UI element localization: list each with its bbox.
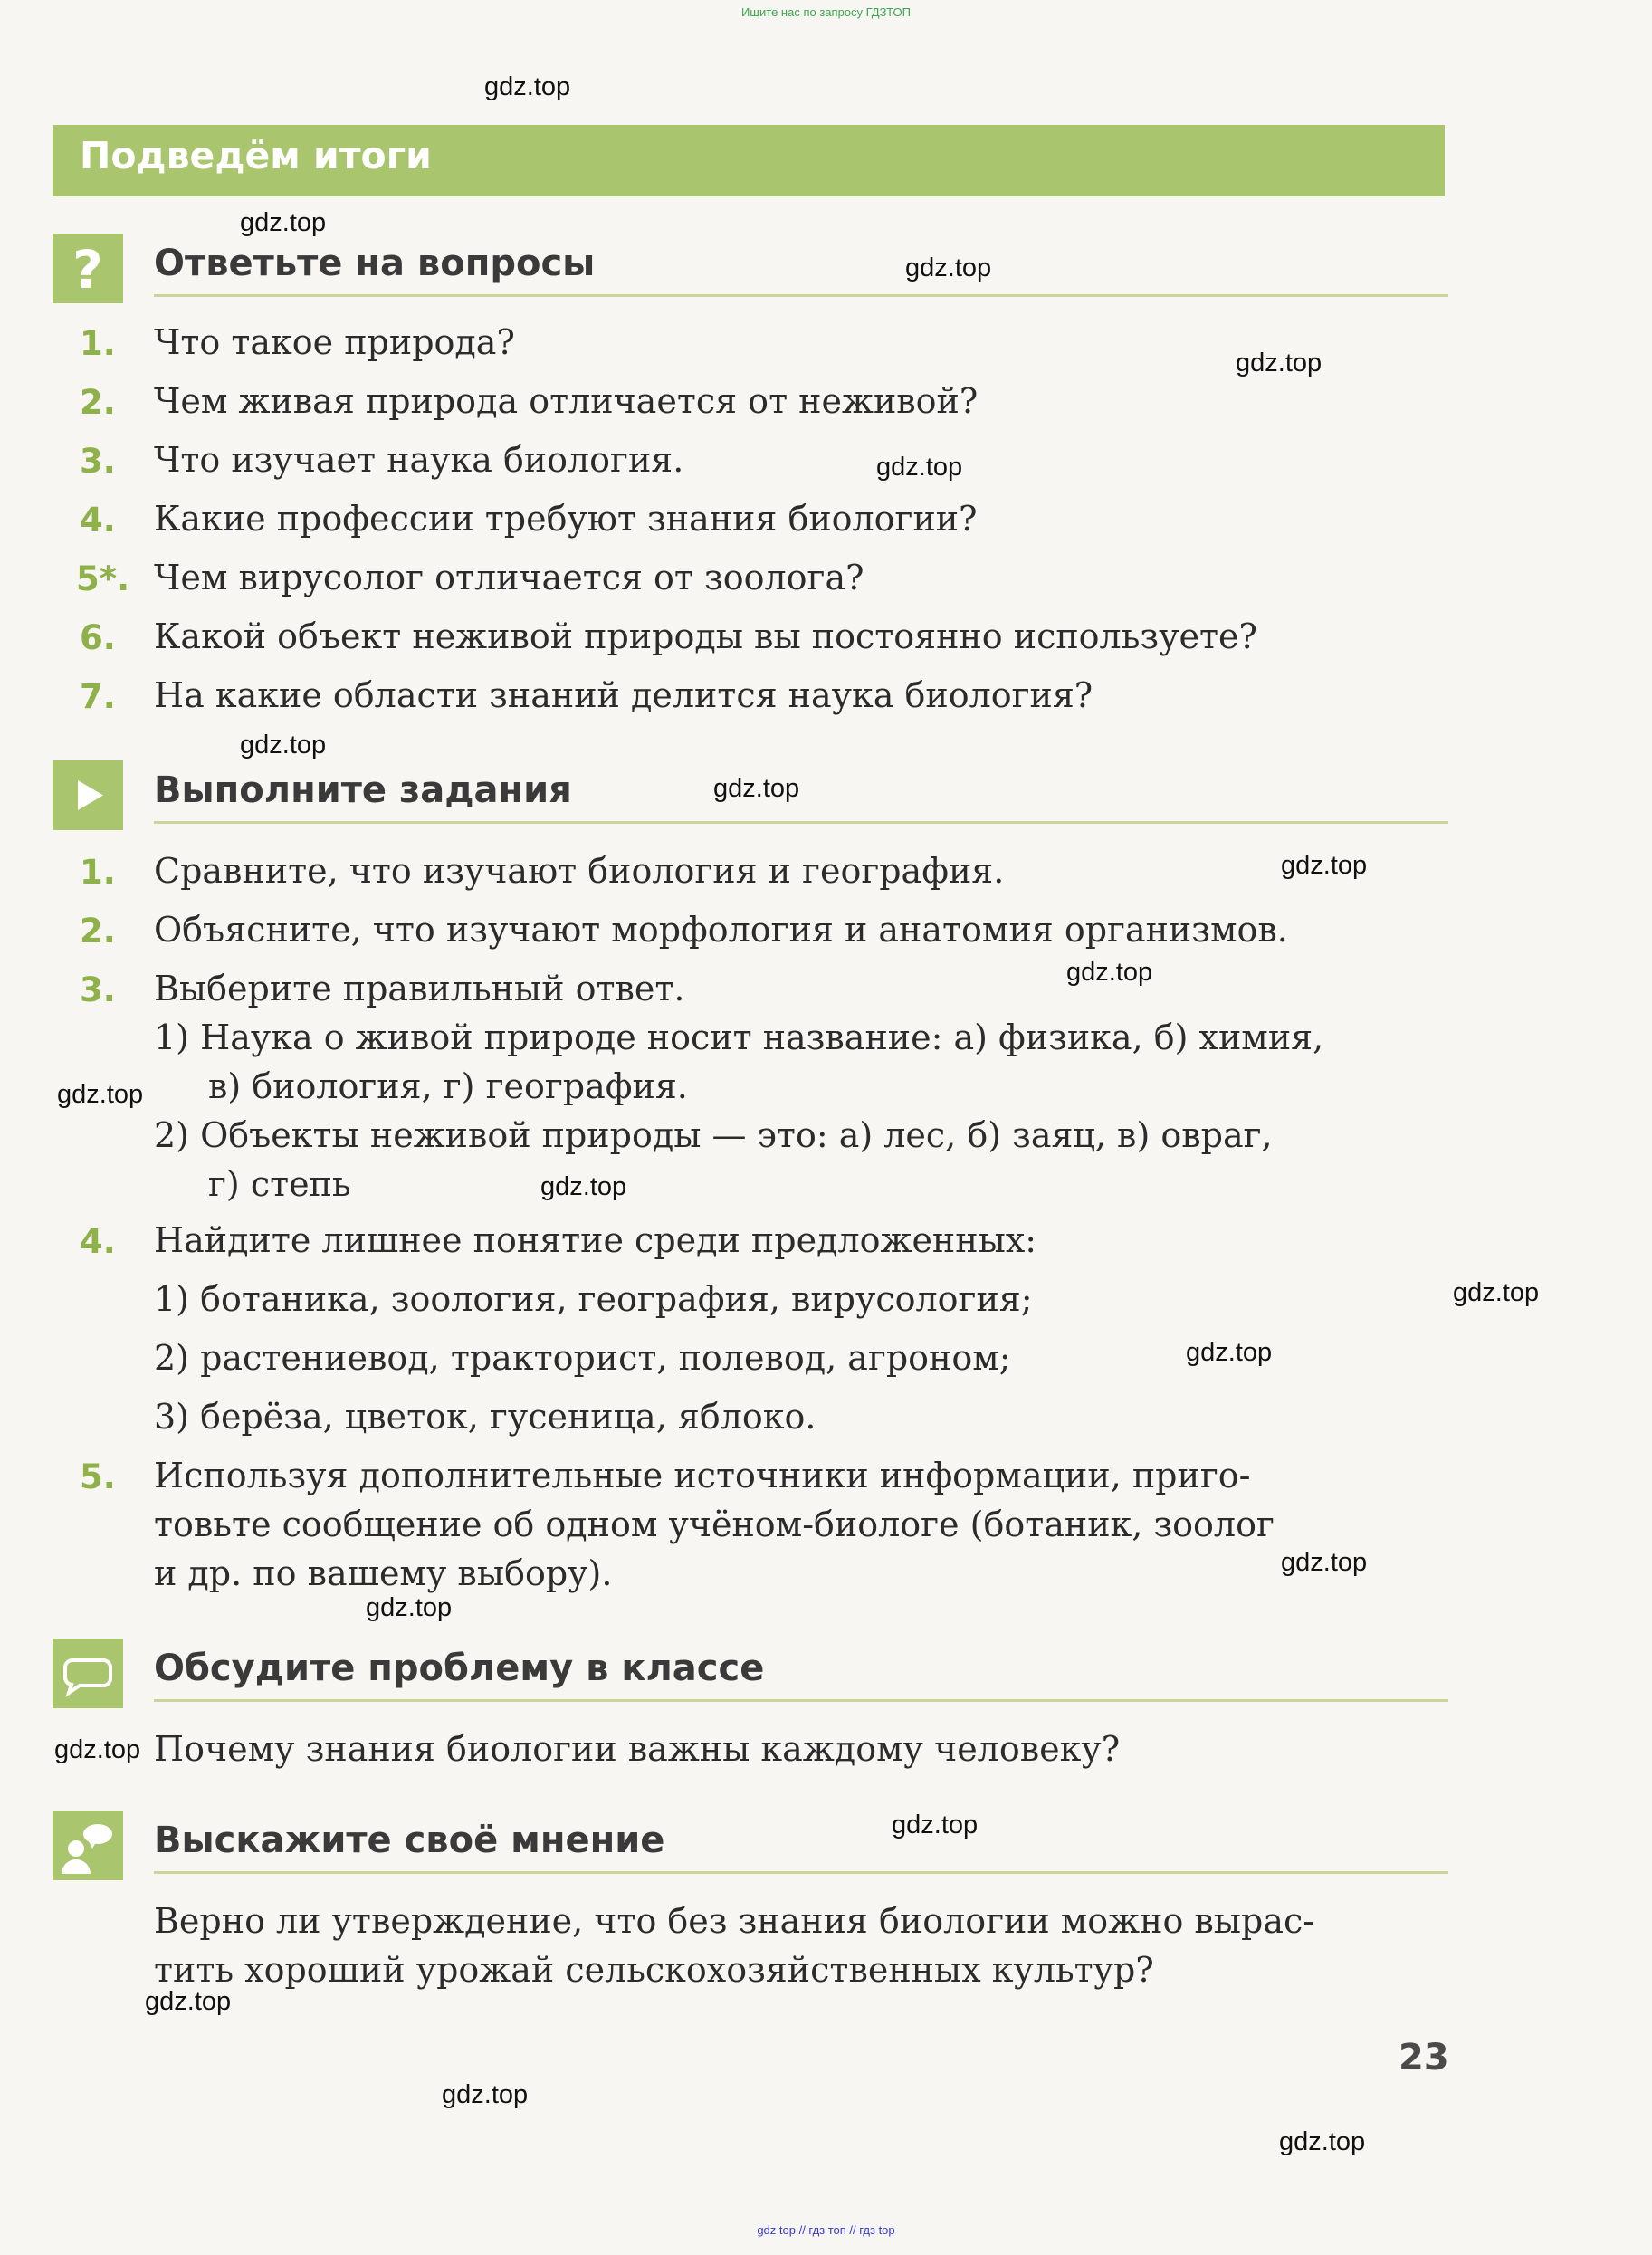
watermark: gdz.top — [905, 253, 992, 282]
task-text: и др. по вашему выбору). — [154, 1553, 613, 1593]
discuss-question: Почему знания биологии важны каждому человеку? — [154, 1729, 1121, 1769]
opinion-heading: Выскажите своё мнение — [154, 1820, 665, 1861]
task-option: 1) ботаника, зоология, география, вирусология; — [154, 1279, 1033, 1319]
page-number: 23 — [1399, 2037, 1449, 2078]
question-text: Что такое природа? — [154, 322, 515, 362]
watermark: gdz.top — [1281, 851, 1368, 880]
task-number: 3. — [80, 970, 116, 1009]
question-number: 6. — [80, 618, 116, 657]
task-text: Выберите правильный ответ. — [154, 969, 685, 1008]
task-option: 1) Наука о живой природе носит название: а) физика, б) химия, — [154, 1018, 1324, 1057]
watermark: gdz.top — [54, 1735, 141, 1764]
question-text: Чем вирусолог отличается от зоолога? — [154, 558, 864, 597]
question-number: 4. — [80, 501, 116, 540]
banner-title: Подведём итоги — [80, 134, 432, 177]
task-option: г) степь — [208, 1164, 351, 1204]
watermark: gdz.top — [1279, 2127, 1366, 2156]
task-option: 2) Объекты неживой природы — это: а) лес, б) заяц, в) овраг, — [154, 1115, 1273, 1155]
watermark: gdz.top — [484, 72, 571, 101]
question-number: 7. — [80, 677, 116, 716]
question-number: 3. — [80, 442, 116, 481]
watermark: gdz.top — [1236, 349, 1323, 377]
watermark: gdz.top — [892, 1811, 979, 1839]
question-text: На какие области знаний делится наука биология? — [154, 675, 1093, 715]
task-option: в) биология, г) география. — [208, 1066, 688, 1106]
question-text: Какой объект неживой природы вы постоянно используете? — [154, 616, 1257, 656]
question-number: 1. — [80, 324, 116, 363]
task-text: Используя дополнительные источники информации, приго- — [154, 1456, 1251, 1495]
watermark: gdz.top — [442, 2080, 529, 2109]
task-option: 2) растениевод, тракторист, полевод, агроном; — [154, 1338, 1011, 1378]
watermark: gdz.top — [713, 774, 800, 803]
discuss-heading: Обсудите проблему в классе — [154, 1648, 765, 1689]
watermark: gdz.top — [1281, 1548, 1368, 1577]
task-number: 1. — [80, 853, 116, 892]
watermark: gdz.top — [240, 208, 327, 237]
question-mark-icon — [53, 234, 123, 303]
bottom-note: gdz top // гдз топ // гдз top — [757, 2223, 895, 2237]
tasks-heading: Выполните задания — [154, 769, 572, 811]
watermark: gdz.top — [145, 1987, 232, 2016]
question-number: 2. — [80, 383, 116, 422]
question-text: Какие профессии требуют знания биологии? — [154, 499, 978, 539]
opinion-rule — [154, 1871, 1448, 1874]
task-text: Найдите лишнее понятие среди предложенных: — [154, 1220, 1037, 1260]
task-option: 3) берёза, цветок, гусеница, яблоко. — [154, 1397, 816, 1437]
watermark: gdz.top — [540, 1172, 627, 1201]
discuss-rule — [154, 1699, 1448, 1702]
task-text: Сравните, что изучают биология и география. — [154, 851, 1005, 891]
task-number: 2. — [80, 912, 116, 951]
watermark: gdz.top — [1066, 958, 1153, 987]
watermark: gdz.top — [1186, 1338, 1273, 1367]
question-number: 5*. — [76, 559, 130, 598]
watermark: gdz.top — [1453, 1278, 1540, 1307]
tasks-rule — [154, 821, 1448, 824]
task-number: 5. — [80, 1457, 116, 1496]
watermark: gdz.top — [876, 453, 963, 482]
svg-text:?: ? — [72, 239, 103, 301]
opinion-question: Верно ли утверждение, что без знания биологии можно вырас- — [154, 1901, 1315, 1941]
task-text: товьте сообщение об одном учёном-биологе (ботаник, зоолог — [154, 1505, 1275, 1544]
task-number: 4. — [80, 1222, 116, 1261]
play-triangle-icon — [53, 760, 123, 830]
question-text: Чем живая природа отличается от неживой? — [154, 381, 979, 421]
questions-heading: Ответьте на вопросы — [154, 243, 596, 284]
opinion-question: тить хороший урожай сельскохозяйственных культур? — [154, 1950, 1154, 1990]
questions-rule — [154, 294, 1448, 297]
watermark: gdz.top — [366, 1593, 453, 1622]
watermark: gdz.top — [57, 1080, 144, 1109]
top-note: Ищите нас по запросу ГДЗТОП — [740, 5, 911, 19]
person-speaking-icon — [53, 1811, 123, 1880]
question-text: Что изучает наука биология. — [154, 440, 684, 480]
summary-banner — [53, 125, 1445, 196]
task-text: Объясните, что изучают морфология и анатомия организмов. — [154, 910, 1288, 950]
speech-bubble-icon — [53, 1639, 123, 1708]
watermark: gdz.top — [240, 731, 327, 760]
